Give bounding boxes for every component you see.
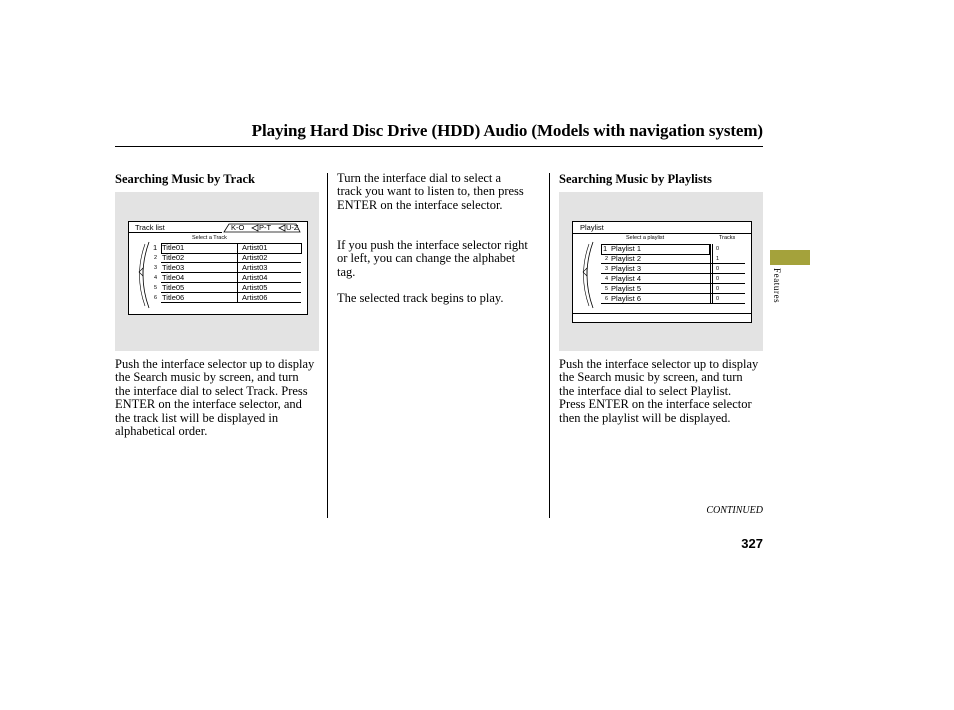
section-tab-marker <box>770 250 810 265</box>
playlist-screen <box>572 221 752 323</box>
row-line <box>161 302 301 303</box>
playlist-name: Playlist 5 <box>611 284 642 293</box>
track-artist: Artist02 <box>242 253 268 262</box>
track-artist: Artist01 <box>242 243 268 252</box>
row-line <box>601 303 745 304</box>
screen-header: Playlist <box>580 223 604 232</box>
track-search-body: Push the interface selector up to display the Search music by screen, and turn the interface dial to select Track. Press ENTER on the interface selector, and the track list will be displayed in alphabetical order. <box>115 357 315 439</box>
playlist-search-heading: Searching Music by Playlists <box>559 172 712 186</box>
track-count: 0 <box>716 246 720 252</box>
tag-p-t[interactable]: P-T <box>259 223 272 232</box>
dial-arc-icon <box>577 240 599 310</box>
track-artist: Artist03 <box>242 263 268 272</box>
playlist-number: 1 <box>603 244 608 253</box>
playlist-name: Playlist 4 <box>611 274 642 283</box>
column-divider-1 <box>327 173 328 518</box>
playlist-number: 2 <box>605 256 609 262</box>
playlist-name: Playlist 2 <box>611 254 642 263</box>
track-list-screen <box>128 221 308 315</box>
track-table <box>151 243 303 307</box>
screen-subheader: Select a playlist <box>626 235 665 241</box>
track-list-figure <box>115 192 319 351</box>
track-count: 1 <box>716 256 720 262</box>
playlist-name: Playlist 6 <box>611 294 642 303</box>
alphabet-tags[interactable] <box>222 223 302 233</box>
track-number: 1 <box>153 243 158 252</box>
table-row[interactable] <box>151 283 303 293</box>
track-number: 6 <box>154 295 158 301</box>
title-rule <box>115 146 763 147</box>
playlist-name: Playlist 3 <box>611 264 642 273</box>
track-count: 0 <box>716 296 720 302</box>
track-artist: Artist04 <box>242 273 268 282</box>
header-line <box>573 233 751 234</box>
track-number: 5 <box>154 285 158 291</box>
track-count: 0 <box>716 276 720 282</box>
header-line <box>129 232 222 233</box>
track-number: 3 <box>154 265 158 271</box>
track-search-heading: Searching Music by Track <box>115 172 255 186</box>
track-title: Title06 <box>162 293 185 302</box>
table-row[interactable] <box>151 243 303 253</box>
tracks-label: Tracks <box>719 235 736 241</box>
alphabet-tag-instruction: If you push the interface selector right or left, you can change the alphabet tag. <box>337 238 528 279</box>
track-title: Title02 <box>162 253 185 262</box>
col-sep <box>710 244 711 254</box>
footer-line <box>573 313 751 314</box>
table-row[interactable] <box>597 264 747 274</box>
col-sep <box>237 243 238 253</box>
page-title: Playing Hard Disc Drive (HDD) Audio (Models with navigation system) <box>251 121 763 140</box>
track-artist: Artist06 <box>242 293 268 302</box>
track-count: 0 <box>716 286 720 292</box>
track-artist: Artist05 <box>242 283 268 292</box>
table-row[interactable] <box>597 294 747 304</box>
section-tab-label: Features <box>772 268 782 304</box>
table-row[interactable] <box>151 273 303 283</box>
track-count: 0 <box>716 266 720 272</box>
table-row[interactable] <box>597 274 747 284</box>
screen-subheader: Select a Track <box>192 235 227 241</box>
column-divider-2 <box>549 173 550 518</box>
dial-instruction: Turn the interface dial to select a track you want to listen to, then press ENTER on the interface selector. <box>337 171 524 212</box>
col-sep <box>712 244 713 254</box>
playlist-number: 3 <box>605 266 609 272</box>
table-row[interactable] <box>597 244 747 254</box>
track-title: Title03 <box>162 263 185 272</box>
playlist-search-body: Push the interface selector up to display the Search music by screen, and turn the interface dial to select Playlist. Press ENTER on the interface selector then the playlist will be displayed. <box>559 357 759 425</box>
table-row[interactable] <box>151 293 303 303</box>
table-row[interactable] <box>151 253 303 263</box>
playlist-table <box>597 244 747 308</box>
page-number: 327 <box>741 536 763 551</box>
playlist-number: 5 <box>605 286 609 292</box>
screen-header: Track list <box>135 223 165 232</box>
table-row[interactable] <box>151 263 303 273</box>
playlist-figure <box>559 192 763 351</box>
tag-k-o[interactable]: K-O <box>231 223 245 232</box>
playback-note: The selected track begins to play. <box>337 291 504 305</box>
tag-u-z[interactable]: U-Z <box>286 223 299 232</box>
track-title: Title04 <box>162 273 185 282</box>
continued-label: CONTINUED <box>706 505 763 516</box>
track-number: 2 <box>154 255 158 261</box>
playlist-number: 6 <box>605 296 609 302</box>
table-row[interactable] <box>597 284 747 294</box>
playlist-number: 4 <box>605 276 609 282</box>
track-number: 4 <box>154 275 158 281</box>
track-title: Title01 <box>162 243 185 252</box>
table-row[interactable] <box>597 254 747 264</box>
playlist-name: Playlist 1 <box>611 244 642 253</box>
track-title: Title05 <box>162 283 185 292</box>
